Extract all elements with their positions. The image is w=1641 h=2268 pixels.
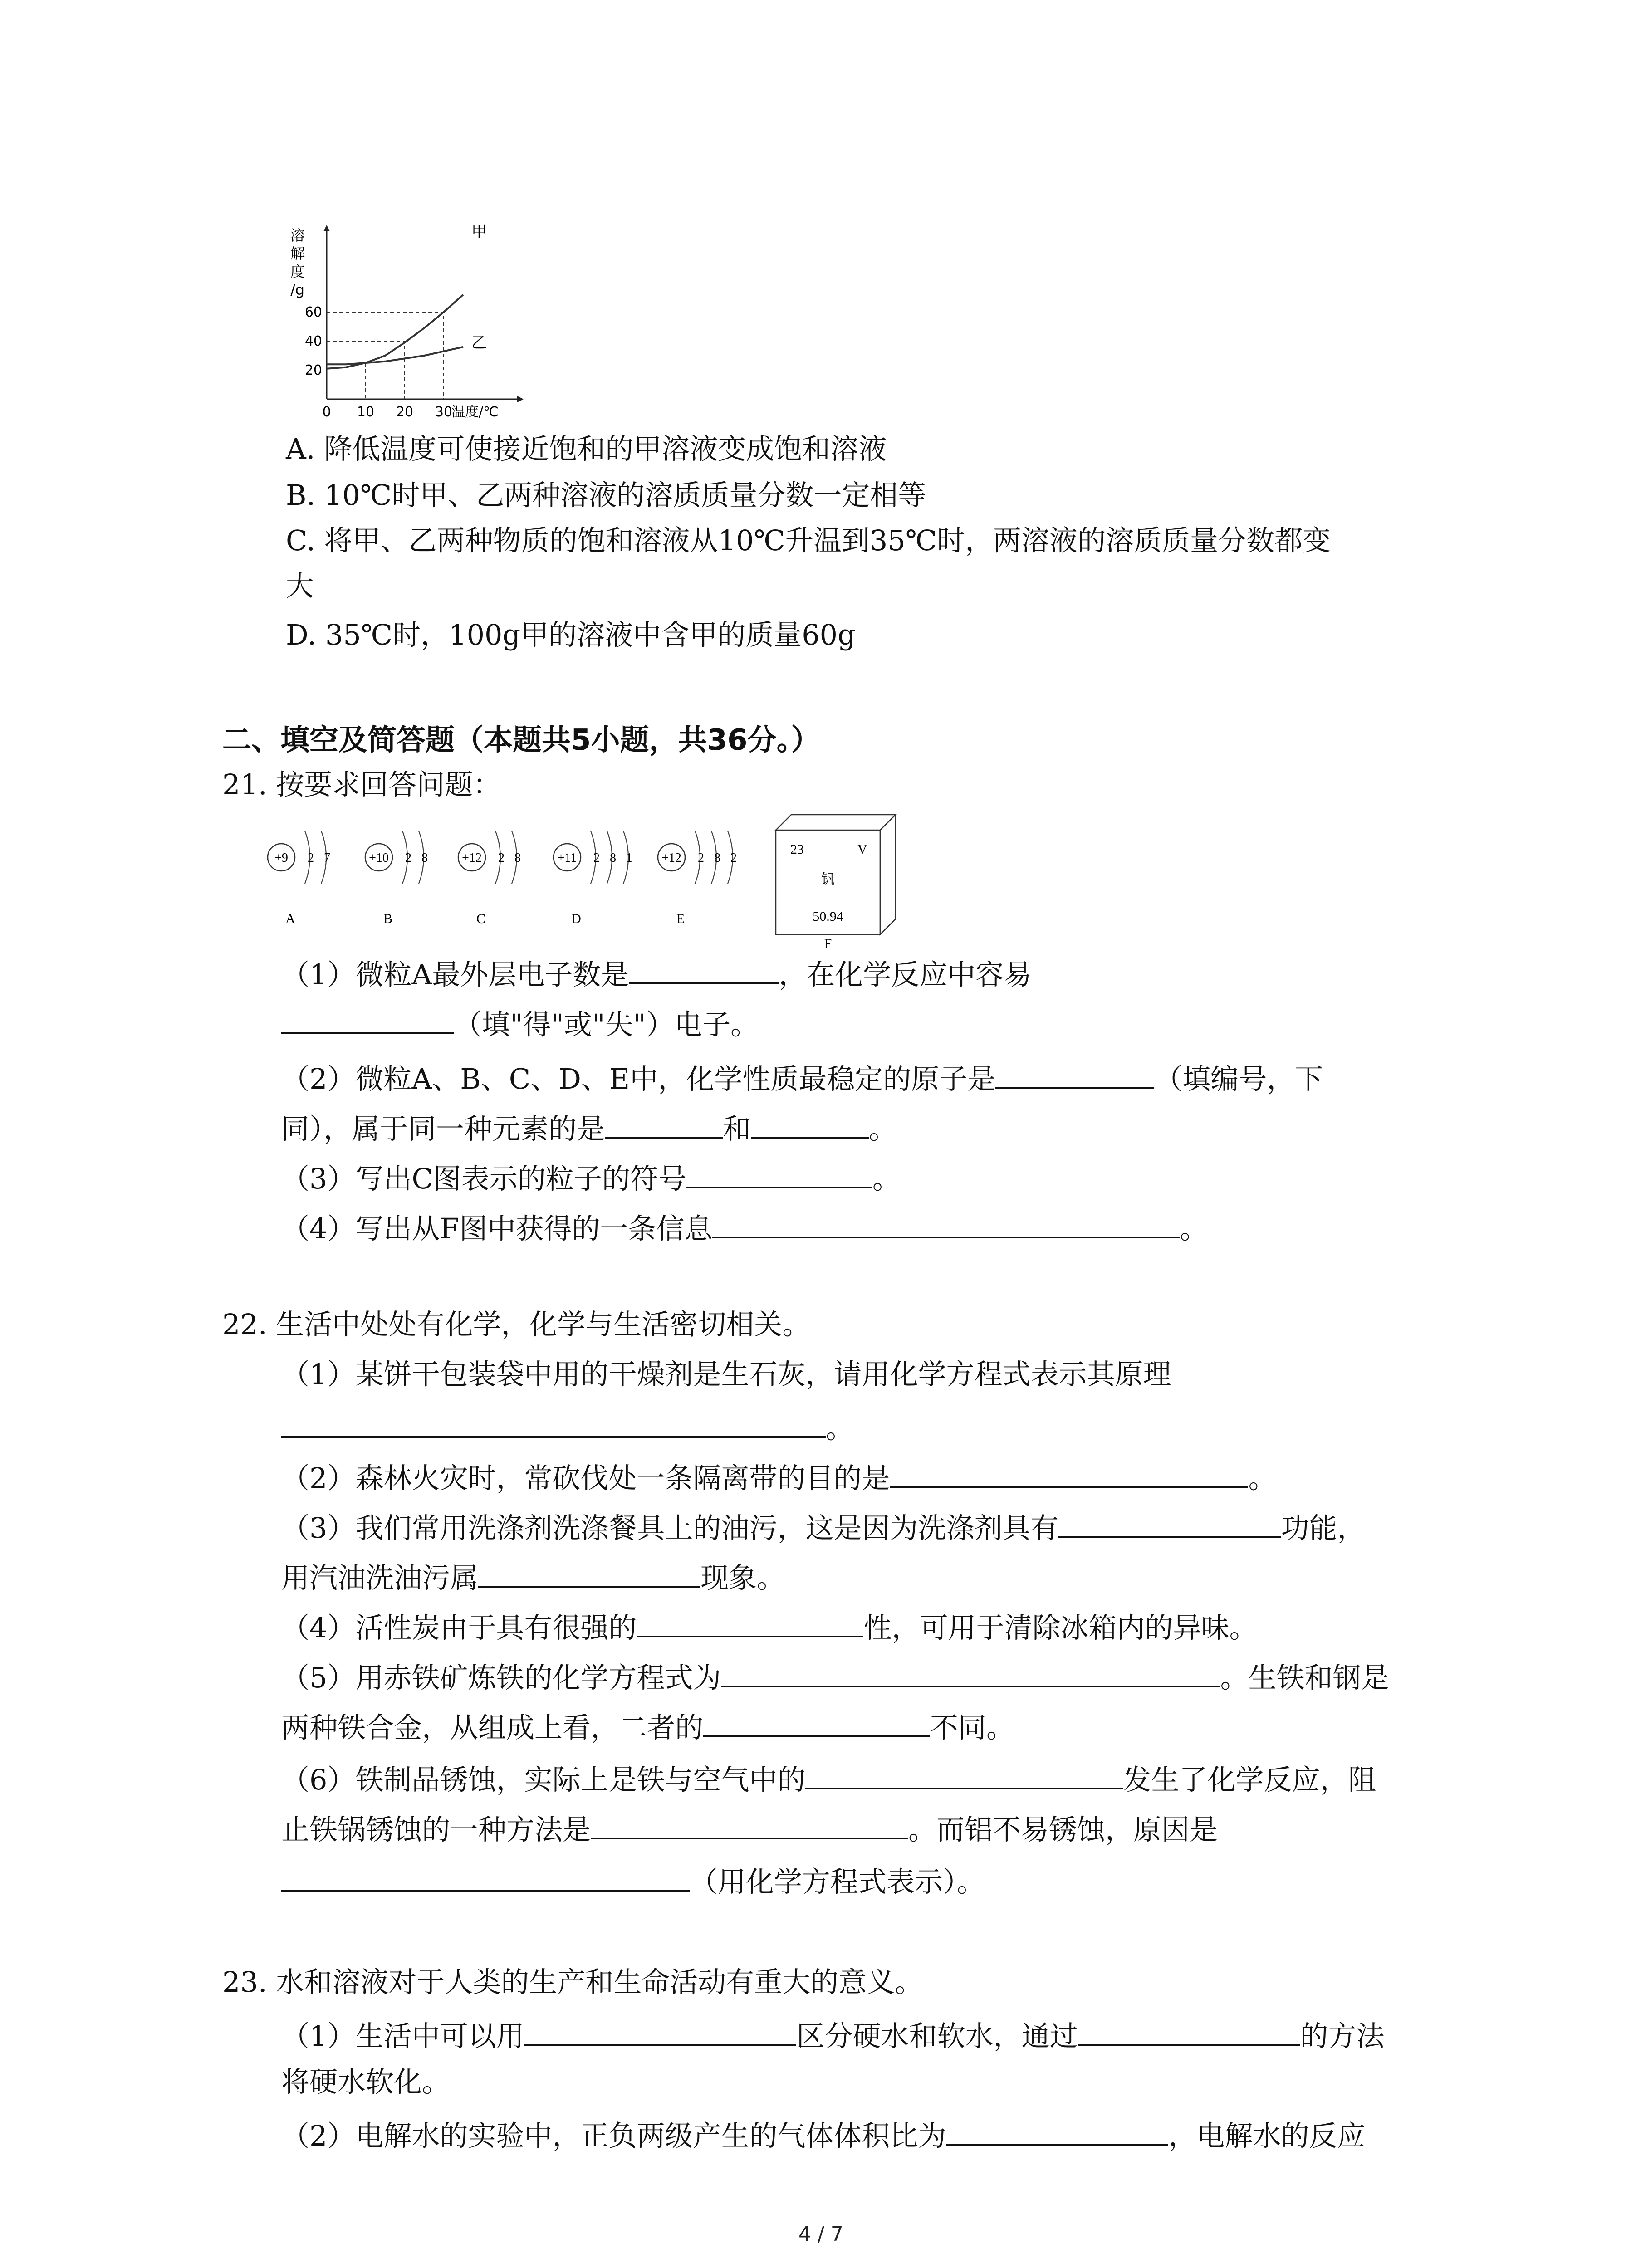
answer-blank[interactable] [281, 1860, 690, 1892]
y-tick-label: 60 [304, 304, 322, 320]
shell-electron-count: 2 [498, 851, 505, 865]
y-tick-label: 40 [304, 333, 322, 349]
q22-stem: 22. 生活中处处有化学，化学与生活密切相关。 [222, 1308, 811, 1341]
answer-blank[interactable] [1078, 2014, 1300, 2046]
page-number: 4 / 7 [798, 2223, 843, 2246]
card-label: F [824, 936, 832, 951]
shell-electron-count: 2 [593, 851, 600, 865]
y-axis-label: 度 [290, 263, 305, 280]
shell-electron-count: 8 [421, 851, 428, 865]
shell-electron-count: 2 [405, 851, 411, 865]
atom-diagram-A [268, 831, 330, 926]
solubility-chart [272, 218, 544, 435]
shell-electron-count: 8 [514, 851, 521, 865]
answer-blank[interactable] [751, 1107, 869, 1139]
y-tick-label: 20 [304, 362, 322, 378]
q23-part1-line2: 将硬水软化。 [281, 2065, 451, 2098]
shell-electron-count: 8 [714, 851, 720, 865]
q22-part3-line2: 用汽油洗油污属 现象。 [281, 1556, 785, 1596]
y-axis-label: 溶 [290, 227, 305, 244]
nucleus-charge: +12 [661, 851, 681, 865]
answer-blank[interactable] [629, 953, 779, 984]
shell-electron-count: 2 [698, 851, 704, 865]
shell-electron-count: 7 [324, 851, 330, 865]
atom-label: B [383, 911, 393, 926]
q22-part6-line2: 止铁锅锈蚀的一种方法是 。而铝不易锈蚀，原因是 [281, 1808, 1218, 1848]
q22-part5-line2: 两种铁合金，从组成上看，二者的 不同。 [281, 1706, 1014, 1746]
series-label: 甲 [471, 223, 487, 241]
y-axis-label: 解 [290, 245, 305, 262]
q21-part1-line2: （填"得"或"失"）电子。 [281, 1002, 759, 1043]
q21-part2-line1: （2）微粒A、B、C、D、E中，化学性质最稳定的原子是 （填编号，下 [281, 1057, 1323, 1097]
answer-blank[interactable] [703, 1706, 930, 1737]
q23-part1-line1: （1）生活中可以用 区分硬水和软水，通过 的方法 [281, 2014, 1384, 2054]
q22-part2: （2）森林火灾时，常砍伐处一条隔离带的目的是 。 [281, 1456, 1276, 1496]
answer-blank[interactable] [946, 2114, 1168, 2146]
answer-blank[interactable] [281, 1002, 454, 1034]
q20-option-d: D. 35℃时，100g甲的溶液中含甲的质量60g [286, 618, 856, 651]
q20-option-c-cont: 大 [286, 569, 314, 602]
x-tick-label: 30 [435, 404, 453, 420]
q20-option-c: C. 将甲、乙两种物质的饱和溶液从10℃升温到35℃时，两溶液的溶质质量分数都变 [286, 524, 1331, 557]
answer-blank[interactable] [686, 1157, 872, 1188]
q22-part1-line2: 。 [281, 1406, 854, 1447]
answer-blank[interactable] [478, 1556, 700, 1588]
q20-option-b: B. 10℃时甲、乙两种溶液的溶质质量分数一定相等 [286, 479, 926, 512]
element-name: 钒 [821, 871, 835, 887]
answer-blank[interactable] [712, 1207, 1180, 1238]
q21-stem: 21. 按要求回答问题： [222, 768, 501, 801]
x-axis-label: 温度/℃ [451, 404, 499, 420]
answer-blank[interactable] [605, 1107, 723, 1139]
shell-electron-count: 8 [610, 851, 616, 865]
atom-label: C [476, 911, 486, 926]
atom-label: E [676, 911, 685, 926]
q22-part4: （4）活性炭由于具有很强的 性，可用于清除冰箱内的异味。 [281, 1606, 1257, 1646]
x-tick-label: 0 [322, 404, 331, 420]
answer-blank[interactable] [995, 1057, 1154, 1089]
nucleus-charge: +9 [274, 851, 288, 865]
nucleus-charge: +12 [462, 851, 482, 865]
atom-diagram-C [458, 831, 521, 926]
q23-stem: 23. 水和溶液对于人类的生产和生命活动有重大的意义。 [222, 1965, 923, 1999]
q21-part1-line1: （1）微粒A最外层电子数是 ，在化学反应中容易 [281, 953, 1032, 993]
atom-diagram-E [658, 831, 737, 926]
nucleus-charge: +10 [369, 851, 389, 865]
atom-structure-diagrams [263, 803, 907, 953]
answer-blank[interactable] [890, 1456, 1248, 1488]
q20-option-a: A. 降低温度可使接近饱和的甲溶液变成饱和溶液 [286, 432, 887, 465]
q21-part4: （4）写出从F图中获得的一条信息 。 [281, 1207, 1208, 1247]
q22-part5-line1: （5）用赤铁矿炼铁的化学方程式为 。生铁和钢是 [281, 1656, 1389, 1696]
shell-electron-count: 2 [308, 851, 314, 865]
q23-part2-line1: （2）电解水的实验中，正负两级产生的气体体积比为 ，电解水的反应 [281, 2114, 1365, 2154]
x-tick-label: 10 [357, 404, 375, 420]
element-card-vanadium [776, 815, 896, 951]
answer-blank[interactable] [805, 1758, 1123, 1789]
answer-blank[interactable] [281, 1406, 826, 1438]
q22-part3-line1: （3）我们常用洗涤剂洗涤餐具上的油污，这是因为洗涤剂具有 功能， [281, 1506, 1365, 1546]
answer-blank[interactable] [637, 1606, 863, 1637]
answer-blank[interactable] [721, 1656, 1220, 1687]
atom-label: D [571, 911, 581, 926]
shell-electron-count: 2 [730, 851, 737, 865]
q21-part3: （3）写出C图表示的粒子的符号 。 [281, 1157, 901, 1197]
atomic-number: 23 [790, 842, 804, 857]
atomic-mass: 50.94 [813, 909, 843, 924]
q22-part6-line1: （6）铁制品锈蚀，实际上是铁与空气中的 发生了化学反应，阻 [281, 1758, 1376, 1798]
y-axis-arrow [323, 225, 330, 231]
q22-part1-line1: （1）某饼干包装袋中用的干燥剂是生石灰，请用化学方程式表示其原理 [281, 1358, 1171, 1391]
x-axis-arrow [517, 396, 524, 402]
element-symbol: V [857, 842, 867, 857]
y-axis-label: /g [290, 281, 305, 298]
answer-blank[interactable] [524, 2014, 796, 2046]
shell-electron-count: 1 [626, 851, 632, 865]
atom-label: A [285, 911, 295, 926]
x-tick-label: 20 [396, 404, 414, 420]
q22-part6-line3: （用化学方程式表示）。 [281, 1860, 985, 1900]
answer-blank[interactable] [591, 1808, 908, 1839]
card-side [880, 815, 896, 934]
series-label: 乙 [471, 333, 487, 352]
card-top [776, 815, 896, 830]
q21-part2-line2: 同），属于同一种元素的是 和 。 [281, 1107, 897, 1147]
atom-diagram-B [365, 831, 428, 926]
nucleus-charge: +11 [557, 851, 577, 865]
section-heading: 二、填空及简答题（本题共5小题，共36分。） [222, 723, 820, 757]
atom-diagram-D [554, 831, 632, 926]
series-line-1 [327, 295, 463, 369]
answer-blank[interactable] [1058, 1506, 1281, 1538]
